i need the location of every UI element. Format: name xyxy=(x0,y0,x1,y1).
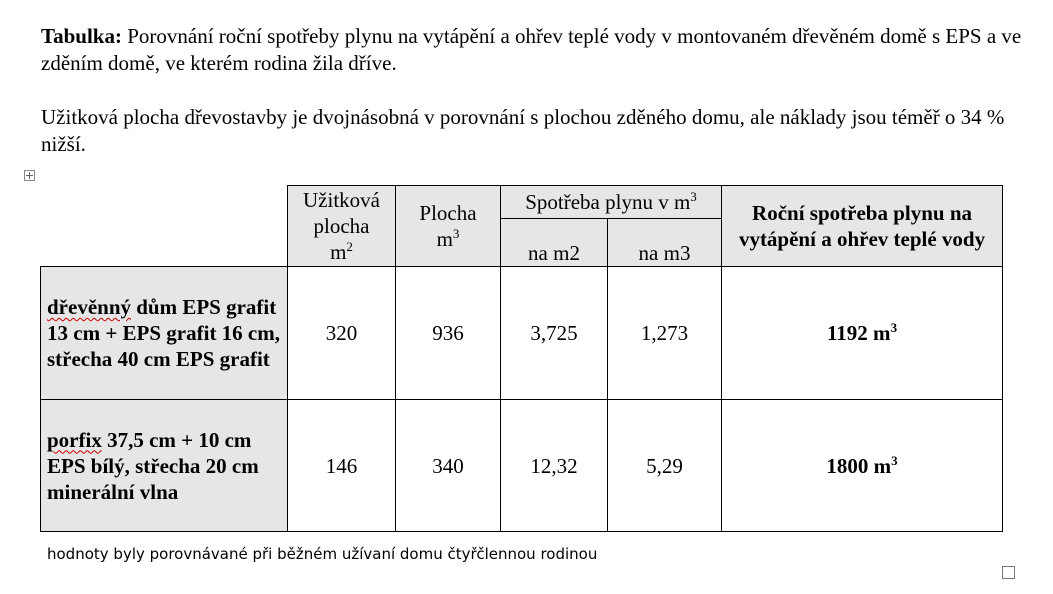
footnote: hodnoty byly porovnávané při běžném užívaní domu čtyřčlennou rodinou xyxy=(47,545,598,563)
cell-per-m2: 12,32 xyxy=(501,400,608,532)
cell-per-m2: 3,725 xyxy=(501,267,608,400)
header-annual: Roční spotřeba plynu na vytápění a ohřev teplé vody xyxy=(722,186,1003,267)
table-caption xyxy=(41,23,1031,77)
cell-per-m3: 1,273 xyxy=(608,267,722,400)
header-usable-area-line2: plocha xyxy=(313,214,370,238)
empty-corner-cell xyxy=(41,186,288,267)
header-per-m3: na m3 xyxy=(608,219,722,267)
header-usable-area-line1: Užitková xyxy=(303,188,380,212)
caption-label: Tabulka: xyxy=(41,24,122,48)
cell-per-m3: 5,29 xyxy=(608,400,722,532)
cell-usable-area: 146 xyxy=(288,400,396,532)
row-label: porfix 37,5 cm + 10 cm EPS bílý, střecha 20 cm minerální vlna xyxy=(41,400,288,532)
table-resize-handle-icon[interactable] xyxy=(1002,566,1015,579)
summary-paragraph: Užitková plocha dřevostavby je dvojnásobná v porovnání s plochou zděného domu, ale náklady jsou téměř o 34 % nižší. xyxy=(41,105,1005,156)
header-area-unit: $m^3$ xyxy=(436,226,460,251)
header-usable-area-unit: $m^2$ xyxy=(330,239,353,264)
gas-consumption-table xyxy=(40,185,1003,532)
table-row xyxy=(41,400,1003,532)
caption-text: Porovnání roční spotřeby plynu na vytápění a ohřev teplé vody v montovaném dřevěném domě s EPS a ve zděním domě, ve kterém rodina žila dříve. xyxy=(41,24,1022,75)
row-label: dřevěnný dům EPS grafit 13 cm + EPS grafit 16 cm, střecha 40 cm EPS grafit xyxy=(41,267,288,400)
table-row xyxy=(41,267,1003,400)
cell-area: 936 xyxy=(396,267,501,400)
header-area xyxy=(396,186,501,267)
header-per-m2: na m2 xyxy=(501,219,608,267)
header-consumption: Spotřeba plynu v $m^3$ xyxy=(501,186,722,219)
cell-annual: 1192 $m^3$ xyxy=(722,267,1003,400)
cell-annual: 1800 $m^3$ xyxy=(722,400,1003,532)
header-usable-area xyxy=(288,186,396,267)
table-move-handle-icon[interactable] xyxy=(24,170,35,181)
cell-usable-area: 320 xyxy=(288,267,396,400)
cell-area: 340 xyxy=(396,400,501,532)
header-area-line1: Plocha xyxy=(419,201,477,225)
